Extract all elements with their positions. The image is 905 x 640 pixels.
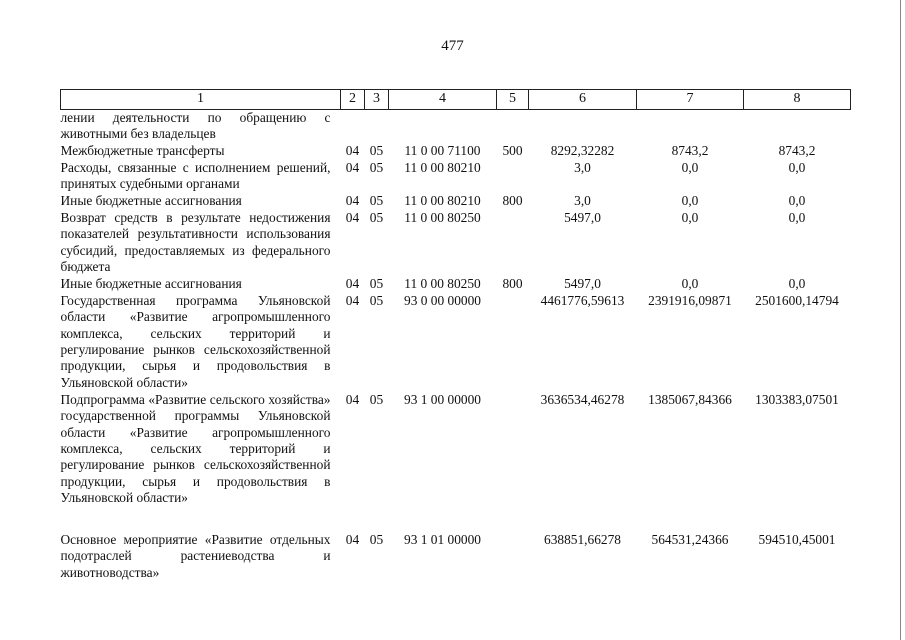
row-col-2: 04 (345, 275, 360, 291)
row-name: Возврат средств в результате недостижения показателей результативности использования субсидий, предоставляемых из федерального бюджета (60, 209, 331, 275)
header-row (61, 90, 851, 110)
row-col-5 (497, 532, 529, 582)
header-col-7: 7 (637, 90, 744, 110)
row-col-2: 04 (345, 391, 360, 407)
row-col-4: 93 1 00 00000 (404, 391, 481, 407)
row-col-5: 500 (502, 142, 523, 158)
row-col-2: 04 (345, 209, 360, 225)
row-col-6: 638851,66278 (544, 531, 621, 547)
header-col-6: 6 (529, 90, 637, 110)
row-col-7: 0,0 (681, 275, 699, 291)
header-col-4: 4 (389, 90, 497, 110)
row-col-8: 0,0 (788, 209, 806, 225)
row-col-3: 05 (369, 209, 384, 225)
row-col-2: 04 (345, 292, 360, 308)
table-row (61, 276, 851, 293)
row-name: Расходы, связанные с исполнением решений, принятых судебными органами (60, 159, 331, 192)
table-row (61, 160, 851, 193)
row-col-6: 3636534,46278 (540, 391, 625, 407)
row-col-4: 11 0 00 80250 (404, 209, 481, 225)
row-col-8: 0,0 (788, 275, 806, 291)
row-col-7: 1385067,84366 (648, 391, 732, 407)
table-header (61, 90, 851, 110)
row-col-3: 05 (369, 275, 384, 291)
row-col-5 (497, 110, 529, 143)
row-col-7: 8743,2 (671, 142, 709, 158)
row-col-7: 0,0 (681, 209, 699, 225)
row-col-5 (497, 392, 529, 532)
row-col-5: 800 (502, 192, 523, 208)
header-col-1: 1 (61, 90, 341, 110)
row-col-6: 8292,32282 (550, 142, 615, 158)
row-col-6 (529, 110, 637, 143)
header-col-2: 2 (341, 90, 365, 110)
row-col-2: 04 (345, 159, 360, 175)
row-col-3: 05 (369, 159, 384, 175)
table-row (61, 293, 851, 392)
row-col-8: 0,0 (788, 192, 806, 208)
table-row (61, 143, 851, 160)
row-col-7: 2391916,09871 (648, 292, 732, 308)
row-name: Иные бюджетные ассигнования (60, 275, 242, 291)
header-col-3: 3 (365, 90, 389, 110)
row-col-6: 4461776,59613 (540, 292, 625, 308)
table-row (61, 392, 851, 532)
row-name: лении деятельности по обращению с животными без владельцев (60, 110, 331, 142)
table-row (61, 210, 851, 276)
row-col-6: 3,0 (574, 192, 591, 208)
row-col-3: 05 (369, 192, 384, 208)
row-col-8: 2501600,14794 (755, 292, 839, 308)
row-name: Государственная программа Ульяновской области «Развитие агропромышленного комплекса, сельских территорий и регулирование рынков сельскохозяйственной продукции, сырья и продовольствия в Ульяновской области» (60, 292, 331, 390)
budget-table (60, 89, 851, 582)
row-col-7: 0,0 (681, 192, 699, 208)
row-col-8: 0,0 (788, 159, 806, 175)
header-col-5: 5 (497, 90, 529, 110)
row-col-4 (389, 110, 497, 143)
row-col-4: 11 0 00 80210 (404, 192, 481, 208)
row-col-3 (365, 110, 389, 143)
row-col-2: 04 (345, 531, 360, 547)
row-col-2: 04 (345, 142, 360, 158)
row-col-6: 5497,0 (564, 209, 601, 225)
row-col-8: 594510,45001 (758, 531, 836, 547)
page-number: 477 (441, 38, 464, 54)
page-edge-line (900, 0, 901, 640)
row-col-5: 800 (502, 275, 523, 291)
row-col-4: 11 0 00 80210 (404, 159, 481, 175)
row-col-6: 3,0 (574, 159, 591, 175)
row-col-5 (497, 210, 529, 276)
row-col-8 (744, 110, 851, 143)
header-col-8: 8 (744, 90, 851, 110)
row-name: Подпрограмма «Развитие сельского хозяйства» государственной программы Ульяновской области «Развитие агропромышленного комплекса, сельских территорий и регулирование рынков сельскохозяйственной продукции, сырья и продовольствия в Ульяновской области» (60, 391, 331, 506)
row-col-4: 93 0 00 00000 (404, 292, 481, 308)
row-name: Межбюджетные трансферты (60, 142, 225, 158)
row-col-4: 11 0 00 71100 (404, 142, 481, 158)
row-col-4: 93 1 01 00000 (404, 531, 481, 547)
table-row (61, 193, 851, 210)
row-col-3: 05 (369, 142, 384, 158)
row-col-7: 564531,24366 (651, 531, 729, 547)
row-col-2: 04 (345, 192, 360, 208)
row-col-8: 8743,2 (778, 142, 816, 158)
table-body (61, 110, 851, 582)
row-col-7 (637, 110, 744, 143)
table-row (61, 532, 851, 582)
table-row (61, 110, 851, 143)
row-col-7: 0,0 (681, 159, 699, 175)
row-col-8: 1303383,07501 (755, 391, 839, 407)
row-col-5 (497, 293, 529, 392)
row-col-4: 11 0 00 80250 (404, 275, 481, 291)
row-col-3: 05 (369, 531, 384, 547)
row-name: Основное мероприятие «Развитие отдельных подотраслей растениеводства и животноводства» (60, 531, 331, 580)
row-col-6: 5497,0 (564, 275, 601, 291)
row-col-3: 05 (369, 292, 384, 308)
row-col-2 (341, 110, 365, 143)
row-col-3: 05 (369, 391, 384, 407)
row-name: Иные бюджетные ассигнования (60, 192, 242, 208)
row-col-5 (497, 160, 529, 193)
